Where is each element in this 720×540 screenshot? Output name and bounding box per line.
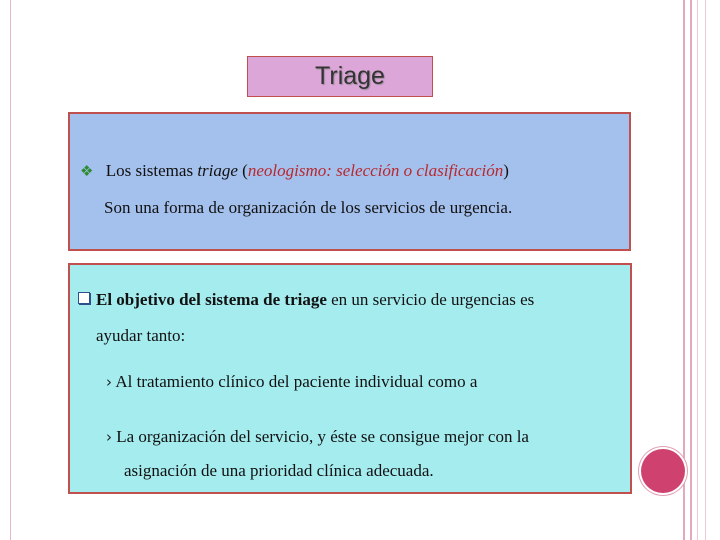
objective-heading: El objetivo del sistema de triage bbox=[96, 290, 327, 309]
diamond-bullet-icon: ❖ bbox=[80, 162, 94, 180]
definition-text: Los sistemas bbox=[105, 161, 198, 180]
arrow-bullet-icon: › bbox=[106, 373, 112, 391]
definition-line-2: Son una forma de organización de los servicios de urgencia. bbox=[104, 198, 513, 217]
frame-line-right bbox=[683, 0, 685, 540]
list-item-text: Al tratamiento clínico del paciente individual como a bbox=[115, 372, 478, 391]
paren-open: ( bbox=[237, 161, 248, 180]
definition-line-1 bbox=[80, 161, 509, 181]
list-item-continuation: asignación de una prioridad clínica adecuada. bbox=[124, 461, 434, 480]
definition-term: triage bbox=[197, 161, 238, 180]
list-item bbox=[106, 427, 529, 447]
frame-line-right bbox=[697, 0, 698, 540]
frame-line-left bbox=[10, 0, 11, 540]
arrow-bullet-icon: › bbox=[106, 428, 112, 446]
paren-close: ) bbox=[503, 161, 509, 180]
objective-line-1 bbox=[78, 290, 534, 310]
list-item-text: La organización del servicio, y éste se consigue mejor con la bbox=[116, 427, 529, 446]
title-box bbox=[247, 56, 433, 97]
page-title: Triage bbox=[315, 62, 385, 90]
list-item bbox=[106, 372, 477, 392]
decorative-circle bbox=[641, 449, 685, 493]
definition-box bbox=[68, 112, 631, 251]
checkbox-bullet-icon bbox=[78, 292, 90, 304]
objective-line-2: ayudar tanto: bbox=[96, 326, 186, 345]
objective-text: en un servicio de urgencias es bbox=[326, 290, 535, 309]
frame-line-right bbox=[705, 0, 706, 540]
frame-line-right bbox=[690, 0, 692, 540]
definition-note: neologismo: selección o clasificación bbox=[247, 161, 504, 180]
